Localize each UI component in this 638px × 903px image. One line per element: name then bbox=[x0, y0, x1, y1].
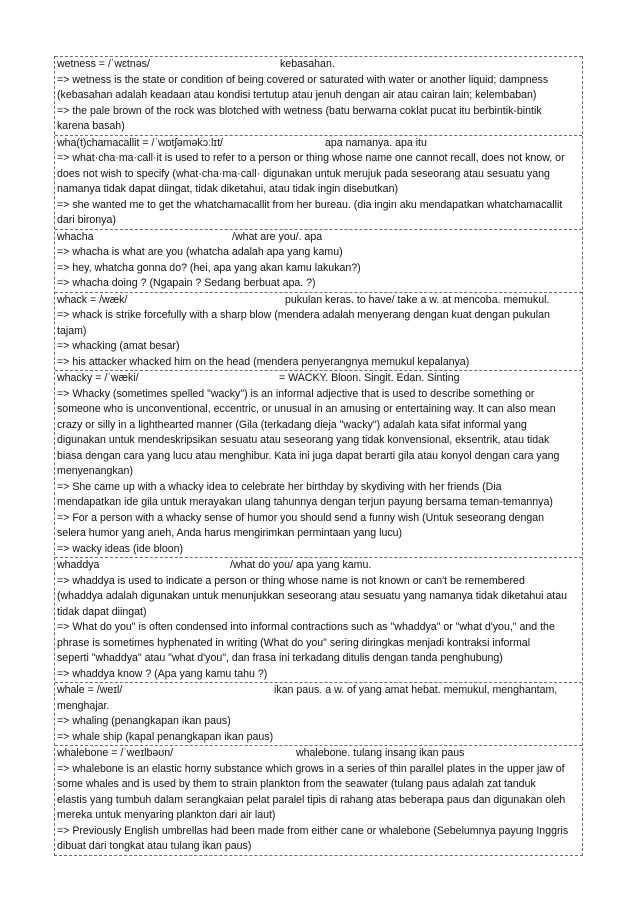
dictionary-entry bbox=[55, 745, 582, 855]
entry-word: whale = /weɪl/ bbox=[57, 684, 123, 696]
entry-line: someone who is unconventional, eccentric, or unusual in an amusing or entertaining way. It can also mean bbox=[57, 403, 556, 415]
dictionary-entry bbox=[55, 557, 582, 682]
dictionary-entry bbox=[55, 370, 582, 557]
entry-line: menghajar. bbox=[57, 699, 110, 712]
entry-line: karena basah) bbox=[57, 120, 125, 132]
entry-line: => whacha is what are you (whatcha adalah apa yang kamu) bbox=[57, 246, 343, 258]
entry-word: whalebone = /ˈweɪlbəʊn/ bbox=[57, 747, 174, 759]
entry-meaning: /what do you/ apa yang kamu. bbox=[230, 559, 372, 571]
entry-line: => Previously English umbrellas had been made from either cane or whalebone (Sebelumnya payung Inggris bbox=[57, 824, 569, 837]
entry-line: => his attacker whacked him on the head (mendera penyerangnya memukul kepalanya) bbox=[57, 355, 470, 368]
entry-headword-line bbox=[55, 293, 582, 309]
entry-line: => she wanted me to get the whatchamacallit from her bureau. (dia ingin aku mendapatkan whatchamacallit bbox=[57, 198, 563, 211]
entry-line: => What do you" is often condensed into informal contractions such as "whaddya" or "what d'you," and the bbox=[57, 621, 555, 633]
entry-word: whack = /wæk/ bbox=[57, 293, 128, 306]
entry-line: => whale ship (kapal penangkapan ikan paus) bbox=[57, 730, 274, 743]
entry-line: mereka untuk menyaring plankton dari air laut) bbox=[57, 809, 276, 821]
entry-line: => For a person with a whacky sense of humor you should send a funny wish (Untuk seseorang dengan bbox=[57, 511, 545, 524]
entry-line: namanya tidak dapat diingat, tidak diketahui, atau tidak ingin disebutkan) bbox=[57, 183, 398, 195]
entry-line: phrase is sometimes hyphenated in writing (What do you" sering diringkas menjadi kontraksi informal bbox=[57, 636, 531, 649]
entry-headword-line bbox=[55, 558, 582, 574]
entry-headword-line bbox=[55, 136, 582, 152]
entry-headword-line bbox=[55, 230, 582, 246]
entry-headword-line bbox=[55, 371, 582, 387]
entry-line: => whaddya is used to indicate a person or thing whose name is not known or can't be remembered bbox=[57, 574, 525, 587]
dictionary-page bbox=[54, 56, 583, 856]
entry-line: tajam) bbox=[57, 324, 87, 337]
entry-headword-line bbox=[55, 683, 582, 699]
entry-line: selera humor yang aneh, Anda harus mengirimkan permintaan yang lucu) bbox=[57, 527, 403, 539]
entry-line: => whacking (amat besar) bbox=[57, 340, 180, 352]
entry-headword-line bbox=[55, 746, 582, 762]
entry-meaning: ikan paus. a w. of yang amat hebat. memukul, menghantam, bbox=[274, 684, 558, 696]
entry-line: elastis yang tumbuh dalam serangkaian pelat paralel tipis di rahang atas beberapa paus dan digunakan oleh bbox=[57, 793, 566, 806]
dictionary-entry bbox=[55, 229, 582, 292]
dictionary-entry bbox=[55, 135, 582, 229]
entry-line: tidak dapat diingat) bbox=[57, 605, 147, 618]
entry-word: whaddya bbox=[57, 559, 100, 571]
entry-meaning: = WACKY. Bloon. Singit. Edan. Sinting bbox=[279, 372, 460, 384]
dictionary-entry bbox=[55, 682, 582, 745]
entry-line: => whack is strike forcefully with a sharp blow (mendera adalah menyerang dengan kuat dengan pukulan bbox=[57, 309, 550, 321]
dictionary-entry bbox=[55, 292, 582, 371]
entry-line: => whaddya know ? (Apa yang kamu tahu ?) bbox=[57, 667, 268, 680]
entry-line: digunakan untuk mendeskripsikan sesuatu atau seseorang yang tidak konvensional, eksentrik, atau tidak bbox=[57, 434, 550, 446]
entry-line: => whacha doing ? (Ngapain ? Sedang berbuat apa. ?) bbox=[57, 277, 316, 289]
entry-meaning: pukulan keras. to have/ take a w. at mencoba. memukul. bbox=[285, 293, 550, 306]
entry-word: whacha bbox=[57, 230, 94, 243]
entry-line: seperti "whaddya" atau "what d'you", dan frasa ini terkadang ditulis dengan tanda penghubung) bbox=[57, 652, 503, 664]
entry-line: some whales and is used by them to strain plankton from the seawater (tulang paus adalah zat tanduk bbox=[57, 778, 536, 790]
entry-line: (whaddya adalah digunakan untuk menunjukkan seseorang atau sesuatu yang namanya tidak diketahui atau bbox=[57, 590, 568, 602]
entry-line: dibuat dari tongkat atau tulang ikan paus) bbox=[57, 840, 252, 852]
entry-line: => hey, whatcha gonna do? (hei, apa yang akan kamu lakukan?) bbox=[57, 261, 361, 274]
entry-line: => the pale brown of the rock was blotched with wetness (batu berwarna coklat pucat itu berbintik-bintik bbox=[57, 104, 542, 117]
entry-line: => She came up with a whacky idea to celebrate her birthday by skydiving with her friends (Dia bbox=[57, 480, 502, 493]
entry-line: => wacky ideas (ide bloon) bbox=[57, 542, 184, 555]
entry-meaning: apa namanya. apa itu bbox=[325, 136, 427, 149]
entry-meaning: kebasahan. bbox=[280, 58, 335, 70]
entry-headword-line bbox=[55, 57, 582, 73]
entry-word: wha(t)chamacallit = /ˈwɒtʃəməkɔːlɪt/ bbox=[57, 136, 223, 149]
entry-line: => wetness is the state or condition of being covered or saturated with water or another liquid; dampness bbox=[57, 73, 549, 86]
entry-line: => what·cha·ma·call·it is used to refer to a person or thing whose name one cannot recall, does not know, or bbox=[57, 152, 565, 164]
entry-line: menyenangkan) bbox=[57, 465, 133, 477]
entry-meaning: /what are you/. apa bbox=[232, 230, 323, 243]
entry-line: mendapatkan ide gila untuk merayakan ulang tahunnya dengan terjun payung bersama teman-temannya) bbox=[57, 496, 553, 508]
entry-line: => whaling (penangkapan ikan paus) bbox=[57, 715, 231, 727]
entry-line: => Whacky (sometimes spelled "wacky") is an informal adjective that is used to describe something or bbox=[57, 387, 535, 400]
entry-line: => whalebone is an elastic horny substance which grows in a series of thin parallel plates in the upper jaw of bbox=[57, 762, 565, 775]
entry-line: biasa dengan cara yang lucu atau menghibur. Kata ini juga dapat berarti gila atau konyol dengan cara yang bbox=[57, 449, 560, 462]
entry-line: crazy or silly in a lighthearted manner (Gila (terkadang dieja "wacky") adalah kata sifat informal yang bbox=[57, 418, 527, 431]
entry-word: whacky = /ˈwæki/ bbox=[57, 372, 139, 384]
entry-meaning: whalebone. tulang insang ikan paus bbox=[296, 747, 465, 759]
entry-line: dari bironya) bbox=[57, 214, 116, 226]
entry-line: (kebasahan adalah keadaan atau kondisi tertutup atau jenuh dengan air atau cairan lain; kelembaban) bbox=[57, 89, 537, 101]
entry-word: wetness = /ˈwɛtnəs/ bbox=[57, 58, 150, 70]
dictionary-entry bbox=[55, 56, 582, 135]
entry-line: does not wish to specify (what·cha·ma·call· digunakan untuk merujuk pada seseorang atau sesuatu yang bbox=[57, 167, 550, 180]
